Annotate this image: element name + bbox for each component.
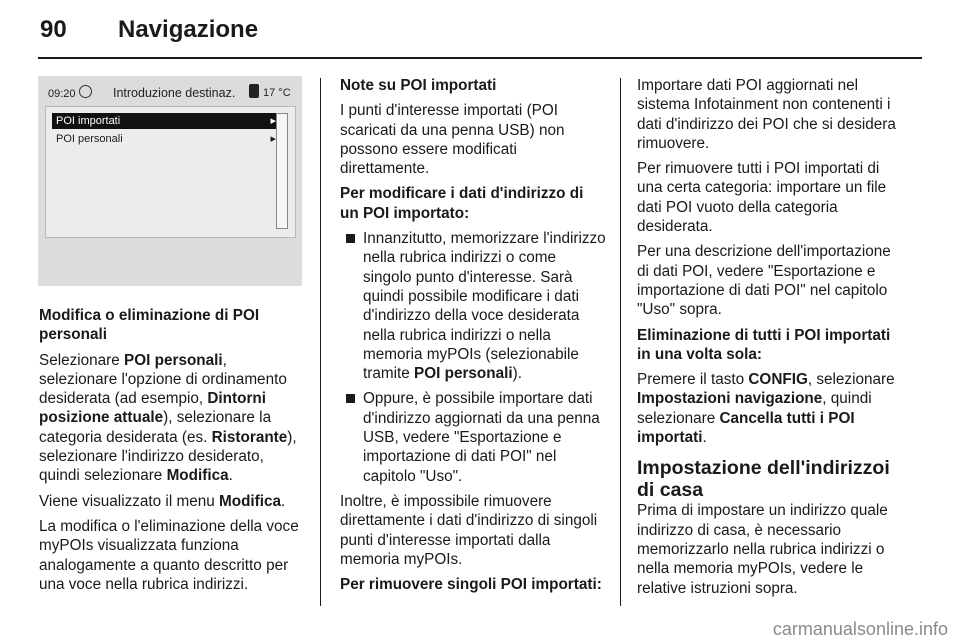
scrollbar (276, 113, 288, 229)
paragraph: Inoltre, è impossibile rimuovere direttamente i dati d'indirizzo di singoli punti d'interesse importati dalla memoria myPOIs. (340, 492, 598, 568)
paragraph: Prima di impostare un indirizzo quale indirizzo di casa, è necessario memorizzarlo nella rubrica indirizzi o nella memoria myPOIs, vedere le relative istruzioni sopra. (637, 502, 888, 597)
infotainment-screen-image (38, 76, 302, 286)
subheading: Per rimuovere singoli POI importati: (340, 576, 602, 594)
page-number: 90 (40, 16, 67, 43)
paragraph: Importare dati POI aggiornati nel sistema Infotainment non contenenti i dati d'indirizzo dei POI che si desidera rimuovere. (637, 77, 896, 152)
paragraph: Viene visualizzato il menu Modifica. (39, 492, 286, 510)
watermark: carmanualsonline.info (772, 619, 948, 639)
clock-icon (79, 85, 92, 98)
paragraph: Per rimuovere tutti i POI importati di una certa categoria: importare un file dati POI vuoto della categoria desiderata. (637, 160, 887, 236)
page-title: Navigazione (118, 16, 259, 43)
menu-item-label: POI personali (56, 133, 123, 145)
screen-status-bar (45, 82, 295, 104)
arrow-right-icon: ▸ (270, 115, 276, 127)
bullet-item: Oppure, è possibile importare dati d'indirizzo aggiornati da una penna USB, vedere "Esportazione e importazione di dati POI" nel capitolo "Uso". (340, 389, 606, 485)
subheading: Per modificare i dati d'indirizzo di un POI importato: (340, 185, 584, 222)
menu-item-poi-personali (52, 131, 280, 147)
header-rule (38, 57, 922, 59)
column-divider-2 (620, 78, 621, 606)
section-heading: Impostazione dell'indirizzoi di casa (637, 457, 890, 502)
subheading: Eliminazione di tutti i POI importati in una volta sola: (637, 326, 891, 363)
paragraph: Selezionare POI personali, selezionare l'opzione di ordinamento desiderata (ad esempio, Dintorni posizione attuale), selezionare la categoria desiderata (es. Ristorante), selezionare l'indirizzo desiderato, quindi selezionare Modifica. (39, 351, 297, 485)
column-2 (340, 76, 606, 600)
paragraph: I punti d'interesse importati (POI scaricati da una penna USB) non possono essere modificati direttamente. (340, 102, 565, 178)
screen-time: 09:20 (48, 88, 76, 100)
arrow-right-icon: ▸ (270, 133, 276, 145)
paragraph: Premere il tasto CONFIG, selezionare Impostazioni navigazione, quindi selezionare Cancella tutti i POI importati. (637, 371, 895, 447)
screen-title: Introduzione destinaz. (113, 86, 236, 100)
column-divider-1 (320, 78, 321, 606)
screen-temperature: 17 °C (263, 87, 291, 99)
column-3 (637, 76, 903, 604)
bullet-square-icon (346, 394, 355, 403)
menu-item-poi-importati (52, 113, 280, 129)
column-1 (39, 306, 307, 600)
section-heading: Note su POI importati (340, 77, 497, 94)
paragraph: La modifica o l'eliminazione della voce myPOIs visualizzata funziona analogamente a quanto descritto per una voce nella rubrica indirizzi. (39, 517, 299, 593)
page-header (0, 0, 960, 56)
paragraph: Per una descrizione dell'importazione di dati POI, vedere "Esportazione e importazione di dati POI" nel capitolo "Uso" sopra. (637, 243, 891, 319)
menu-item-label: POI importati (56, 115, 121, 127)
bullet-item: Innanzitutto, memorizzare l'indirizzo nella rubrica indirizzi o come singolo punto d'interesse. Sarà quindi possibile modificare i dati d'indirizzo della voce desiderata nella rubrica indirizzi o nella memoria myPOIs (selezionabile tramite POI personali). (340, 229, 606, 383)
screen-menu (45, 106, 296, 238)
section-heading: Modifica o eliminazione di POI personali (39, 307, 260, 344)
bullet-square-icon (346, 234, 355, 243)
phone-icon (249, 84, 259, 98)
